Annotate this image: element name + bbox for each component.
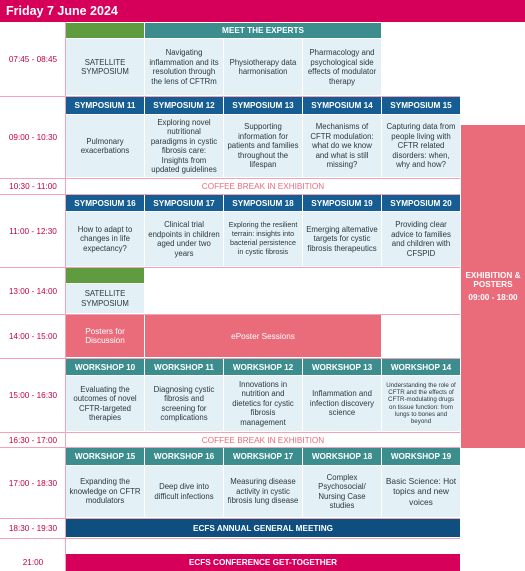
symposium-topic-cell[interactable]: Clinical trial endpoints in children aged under two years: [145, 212, 223, 266]
workshop-header: WORKSHOP 19: [382, 448, 460, 465]
symposium-topic-cell[interactable]: Providing clear advice to families and children with CFSPID: [382, 212, 460, 266]
workshop-topic-cell[interactable]: Deep dive into difficult infections: [145, 466, 223, 517]
workshop-topic-cell[interactable]: Expanding the knowledge on CFTR modulators: [66, 466, 144, 517]
symposium-header: SYMPOSIUM 14: [303, 97, 381, 114]
conference-get-together-bar[interactable]: ECFS CONFERENCE GET-TOGETHER: [66, 554, 460, 571]
symposium-topic-cell[interactable]: How to adapt to changes in life expectancy?: [66, 212, 144, 266]
workshop-header: WORKSHOP 10: [66, 359, 144, 375]
time-slot: 07:45 - 08:45: [8, 54, 58, 64]
symposium-header: SYMPOSIUM 16: [66, 195, 144, 211]
symposium-topic-cell[interactable]: Supporting information for patients and families throughout the lifespan: [224, 115, 302, 177]
eposter-sessions-cell[interactable]: ePoster Sessions: [145, 315, 381, 357]
time-slot: 16:30 - 17:00: [8, 435, 58, 445]
workshop-header: WORKSHOP 14: [382, 359, 460, 375]
workshop-topic-cell[interactable]: Evaluating the outcomes of novel CFTR-targeted therapies: [66, 376, 144, 431]
time-slot: 14:00 - 15:00: [8, 332, 58, 341]
time-slot: 13:00 - 14:00: [8, 286, 58, 296]
workshop-header: WORKSHOP 15: [66, 448, 144, 465]
meet-the-experts-header: MEET THE EXPERTS: [145, 23, 381, 38]
satellite-symposium-cell[interactable]: SATELLITE SYMPOSIUM: [66, 284, 144, 313]
workshop-topic-cell[interactable]: Innovations in nutrition and dietetics for cystic fibrosis management: [224, 376, 302, 431]
symposium-topic-cell[interactable]: Exploring the resilient terrain: insights into bacterial persistence in cystic fibrosis: [224, 212, 302, 266]
satellite-symposium-cell[interactable]: SATELLITE SYMPOSIUM: [66, 39, 144, 95]
expert-session-cell[interactable]: Navigating inflammation and its resolution through the lens of CFTRm: [145, 39, 223, 95]
workshop-header: WORKSHOP 16: [145, 448, 223, 465]
workshop-header: WORKSHOP 13: [303, 359, 381, 375]
workshop-topic-cell[interactable]: Measuring disease activity in cystic fibrosis lung disease: [224, 466, 302, 517]
annual-general-meeting-bar[interactable]: ECFS ANNUAL GENERAL MEETING: [66, 519, 460, 537]
symposium-header: SYMPOSIUM 15: [382, 97, 460, 114]
symposium-topic-cell[interactable]: Mechanisms of CFTR modulation: what do we know and what is still missing?: [303, 115, 381, 177]
exhibition-title: EXHIBITION & POSTERS: [465, 271, 521, 289]
expert-session-cell[interactable]: Pharmacology and psychological side effects of modulator therapy: [303, 39, 381, 95]
symposium-header: SYMPOSIUM 11: [66, 97, 144, 114]
workshop-topic-cell[interactable]: Inflammation and infection discovery science: [303, 376, 381, 431]
time-slot: 11:00 - 12:30: [9, 226, 57, 236]
symposium-header: SYMPOSIUM 17: [145, 195, 223, 211]
workshop-header: WORKSHOP 12: [224, 359, 302, 375]
workshop-header: WORKSHOP 11: [145, 359, 223, 375]
expert-session-cell[interactable]: Physiotherapy data harmonisation: [224, 39, 302, 95]
symposium-topic-cell[interactable]: Exploring novel nutritional paradigms in cystic fibrosis care: Insights from updated guidelines: [145, 115, 223, 177]
symposium-topic-cell[interactable]: Pulmonary exacerbations: [66, 115, 144, 177]
symposium-header: SYMPOSIUM 18: [224, 195, 302, 211]
symposium-header: SYMPOSIUM 13: [224, 97, 302, 114]
symposium-topic-cell[interactable]: Capturing data from people living with CFTR related disorders: when, why and how?: [382, 115, 460, 177]
workshop-topic-cell[interactable]: Diagnosing cystic fibrosis and screening for complications: [145, 376, 223, 431]
time-slot: 21:00: [22, 558, 44, 567]
workshop-header: WORKSHOP 18: [303, 448, 381, 465]
symposium-header: SYMPOSIUM 20: [382, 195, 460, 211]
exhibition-time: 09:00 - 18:00: [468, 293, 518, 302]
workshop-topic-cell[interactable]: Complex Psychosocial/ Nursing Case studies: [303, 466, 381, 517]
coffee-break-label: COFFEE BREAK IN EXHIBITION: [201, 182, 325, 191]
time-slot: 10:30 - 11:00: [9, 182, 57, 191]
symposium-header: SYMPOSIUM 19: [303, 195, 381, 211]
workshop-topic-cell[interactable]: Understanding the role of CFTR and the effects of CFTR-modulating drugs on tissue function: from lungs to bones and beyond: [382, 376, 460, 431]
coffee-break-label: COFFEE BREAK IN EXHIBITION: [201, 435, 325, 445]
row-divider: [0, 538, 460, 539]
workshop-header: WORKSHOP 17: [224, 448, 302, 465]
time-slot: 09:00 - 10:30: [8, 133, 58, 142]
posters-for-discussion-cell[interactable]: Posters for Discussion: [66, 315, 144, 357]
symposium-topic-cell[interactable]: Emerging alternative targets for cystic fibrosis therapeutics: [303, 212, 381, 266]
time-slot: 15:00 - 16:30: [8, 391, 58, 400]
satellite-color-bar: [66, 268, 144, 283]
exhibition-posters-block[interactable]: [461, 125, 525, 448]
page-header: Friday 7 June 2024: [0, 0, 525, 22]
time-slot: 17:00 - 18:30: [8, 478, 58, 488]
time-slot: 18:30 - 19:30: [8, 524, 58, 533]
symposium-header: SYMPOSIUM 12: [145, 97, 223, 114]
workshop-topic-cell[interactable]: Basic Science: Hot topics and new voices: [382, 466, 460, 517]
satellite-color-bar: [66, 23, 144, 38]
